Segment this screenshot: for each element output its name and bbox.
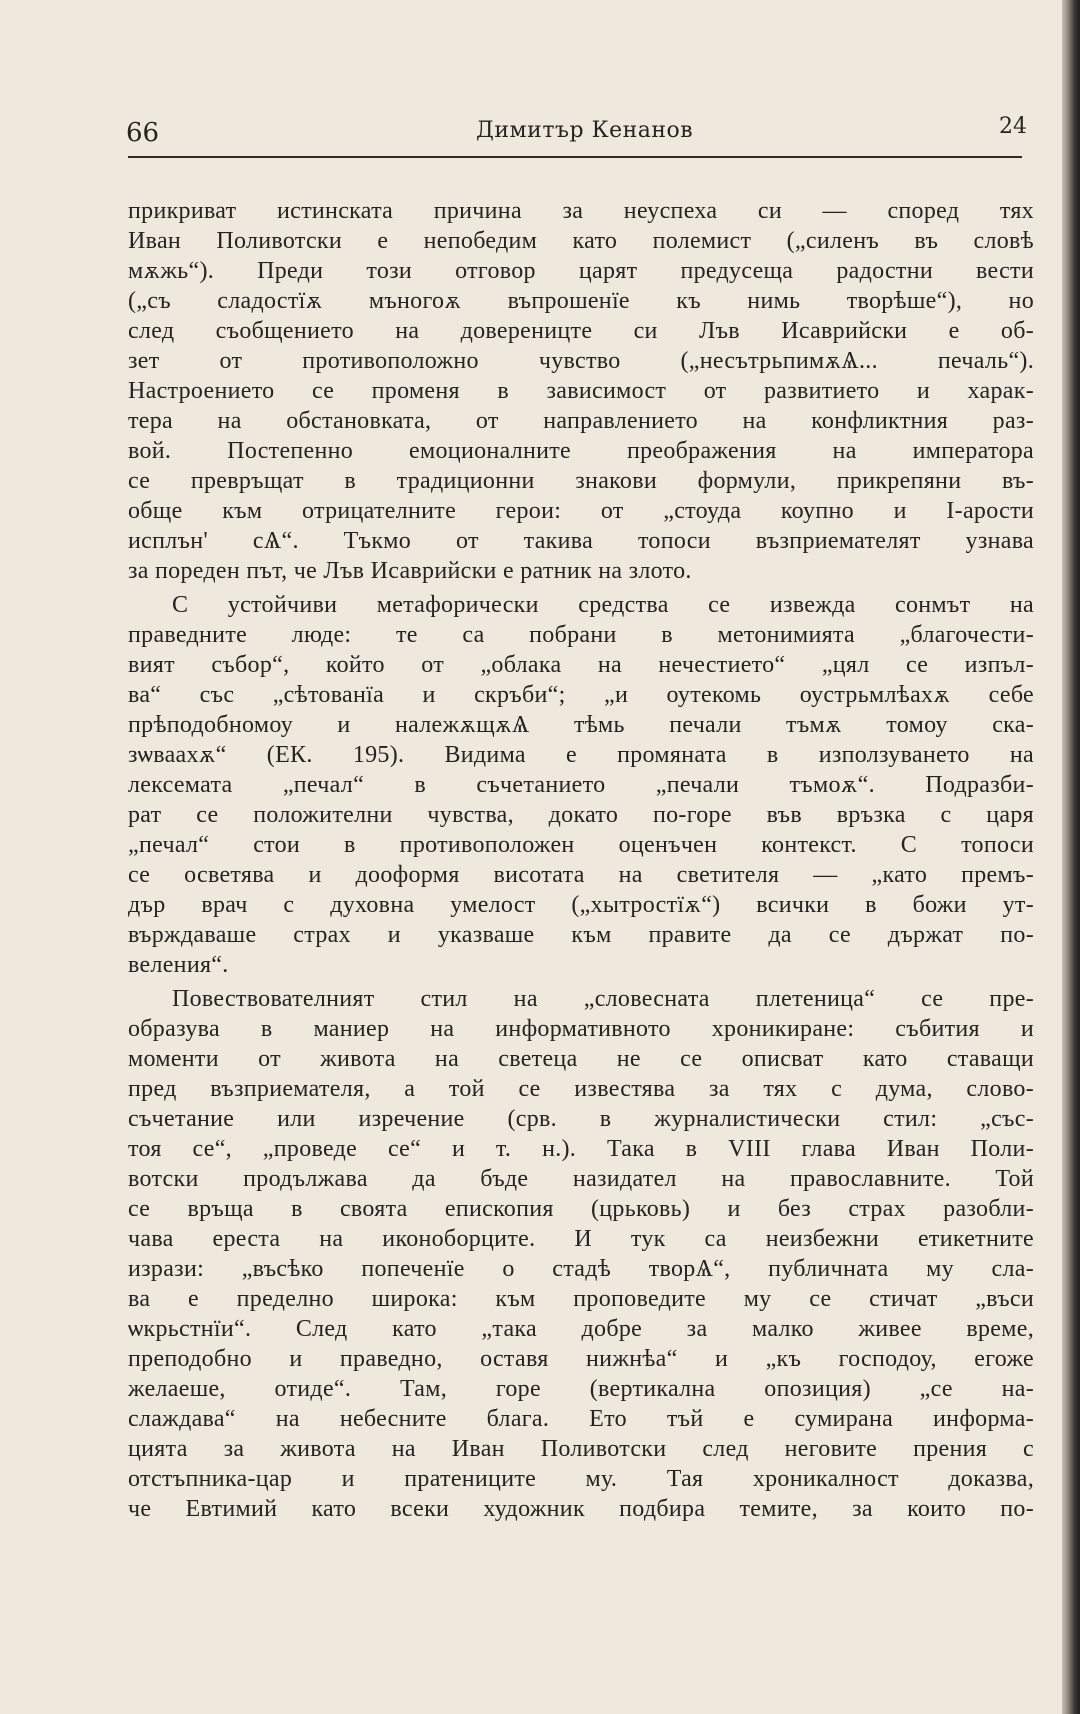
text-line: прикриват истинската причина за неуспеха си — според тях (128, 198, 1034, 224)
text-line: преподобно и праведно, оставя нижнѣа“ и „къ господоу, егоже (128, 1346, 1034, 1372)
text-line: зѡваахѫ“ (ЕК. 195). Видима е промяната в използуването на (128, 742, 1034, 768)
text-line: мѫжь“). Преди този отговор царят предусеща радостни вести (128, 258, 1034, 284)
signature-mark: 24 (999, 114, 1027, 139)
text-line: пред възприемателя, а той се известява за тях с дума, слово- (128, 1076, 1034, 1102)
text-line: ва“ със „сѣтованїа и скръби“; „и оутекомь оустрьмлѣахѫ себе (128, 682, 1034, 708)
text-line: Повествователният стил на „словесната плетеница“ се пре- (172, 986, 1034, 1012)
text-line: слаждава“ на небесните блага. Ето тъй е сумирана информа- (128, 1406, 1034, 1432)
text-line: зет от противоположно чувство („несътрьпимѫѦ... печаль“). (128, 348, 1034, 374)
text-line: моменти от живота на светеца не се описват като ставащи (128, 1046, 1034, 1072)
text-line: изрази: „въсѣко попеченїе о стадѣ творѦ“, публичната му сла- (128, 1256, 1034, 1282)
text-line: отстъпника-цар и пратениците му. Тая хроникалност доказва, (128, 1466, 1034, 1492)
text-line: цията за живота на Иван Поливотски след неговите прения с (128, 1436, 1034, 1462)
text-line: дър врач с духовна умелост („хытростїѫ“) всички в божи ут- (128, 892, 1034, 918)
text-line: („съ сладостїѫ мъногоѫ въпрошенїе къ нимь творѣше“), но (128, 288, 1034, 314)
text-line: прѣподобномоу и належѫщѫѦ тѣмь печали тъмѫ томоу ска- (128, 712, 1034, 738)
text-line: исплън' сѦ“. Тъкмо от такива топоси възприемателят узнава (128, 528, 1034, 554)
text-line: се осветява и дооформя висотата на светителя — „като премъ- (128, 862, 1034, 888)
text-line: вотски продължава да бъде назидател на православните. Той (128, 1166, 1034, 1192)
paragraph (128, 196, 1034, 586)
text-line: „печал“ стои в противоположен оценъчен контекст. С топоси (128, 832, 1034, 858)
text-line: след съобщението на довереницте си Лъв Исаврийски е об- (128, 318, 1034, 344)
text-line: ѡкрьстнїи“. След като „така добре за малко живее време, (128, 1316, 1034, 1342)
text-line: Иван Поливотски е непобедим като полемист („силенъ въ словѣ (128, 228, 1034, 254)
text-line: вият събор“, който от „облака на нечестието“ „цял се изпъл- (128, 652, 1034, 678)
text-line: съчетание или изречение (срв. в журналистически стил: „със- (128, 1106, 1034, 1132)
paragraph (128, 590, 1034, 980)
text-line: образува в маниер на информативното хроникиране: събития и (128, 1016, 1034, 1042)
text-line: обще към отрицателните герои: от „стоуда коупно и I-арости (128, 498, 1034, 524)
running-head-author: Димитър Кенанов (476, 118, 694, 143)
header-rule (128, 156, 1022, 158)
text-line: се връща в своята епископия (црьковь) и без страх разобли- (128, 1196, 1034, 1222)
text-line: се превръщат в традиционни знакови формули, прикрепяни въ- (128, 468, 1034, 494)
text-line: желаеше, отиде“. Там, горе (вертикална опозиция) „се на- (128, 1376, 1034, 1402)
page-header (126, 108, 1026, 156)
page-binding-edge (1062, 0, 1080, 1714)
body-text (128, 196, 1034, 1524)
text-line: вой. Постепенно емоционалните преображения на императора (128, 438, 1034, 464)
text-line: Настроението се променя в зависимост от развитието и харак- (128, 378, 1034, 404)
text-line: тоя се“, „проведе се“ и т. н.). Така в VIII глава Иван Поли- (128, 1136, 1034, 1162)
text-line: праведните люде: те са побрани в метонимията „благочести- (128, 622, 1034, 648)
text-line: че Евтимий като всеки художник подбира темите, за които по- (128, 1496, 1034, 1522)
text-line: лексемата „печал“ в съчетанието „печали тъмоѫ“. Подразби- (128, 772, 1034, 798)
text-line: рат се положителни чувства, докато по-горе във връзка с царя (128, 802, 1034, 828)
page-number: 66 (126, 118, 160, 148)
text-line: за пореден път, че Лъв Исаврийски е ратник на злото. (128, 558, 692, 584)
text-line: чава ереста на иконоборците. И тук са неизбежни етикетните (128, 1226, 1034, 1252)
text-line: ва е пределно широка: към проповедите му се стичат „въси (128, 1286, 1034, 1312)
text-line: С устойчиви метафорически средства се извежда сонмът на (172, 592, 1034, 618)
text-line: веления“. (128, 952, 229, 978)
text-line: тера на обстановката, от направлението на конфликтния раз- (128, 408, 1034, 434)
text-line: върждаваше страх и указваше към правите да се държат по- (128, 922, 1034, 948)
paragraph (128, 984, 1034, 1524)
